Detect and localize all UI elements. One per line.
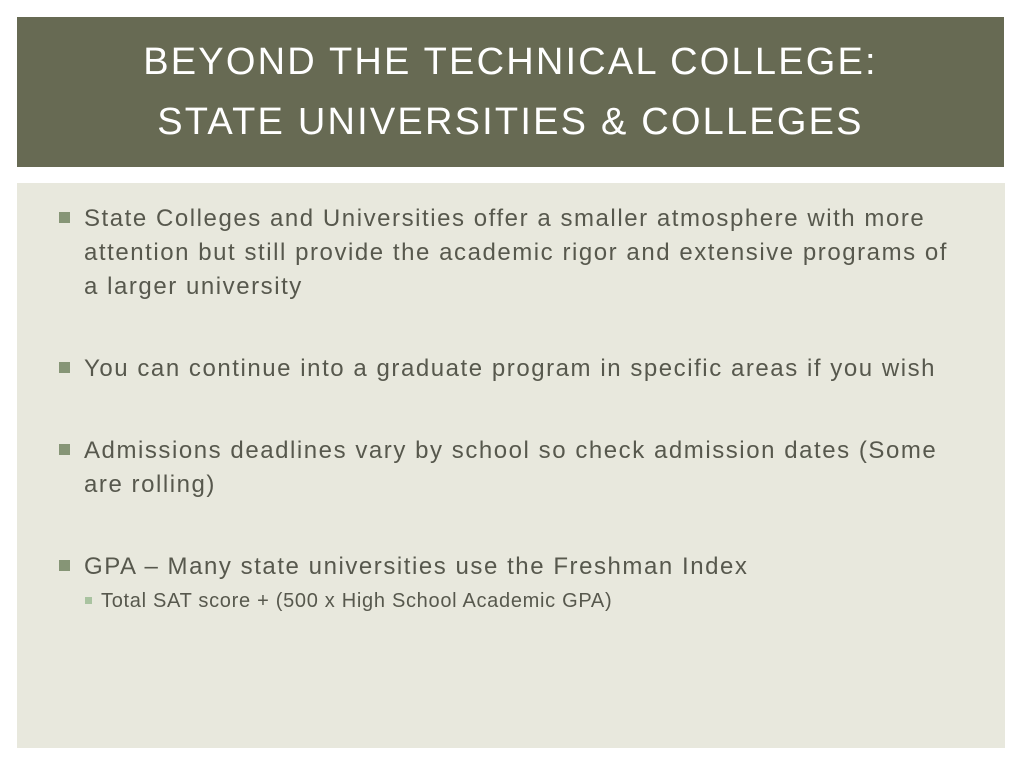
- bullet-item: [57, 550, 957, 616]
- square-bullet-icon: [59, 362, 70, 373]
- content-area: [17, 183, 1005, 748]
- square-bullet-icon: [59, 212, 70, 223]
- sub-bullet-text: Total SAT score + (500 x High School Academic GPA): [101, 590, 613, 612]
- sub-bullet-list: [84, 586, 957, 616]
- bullet-text: You can continue into a graduate program in specific areas if you wish: [84, 355, 937, 382]
- bullet-list: [57, 202, 957, 616]
- slide-title-line-2: STATE UNIVERSITIES & COLLEGES: [157, 101, 864, 143]
- square-bullet-icon: [59, 444, 70, 455]
- bullet-text: GPA – Many state universities use the Freshman Index: [84, 553, 749, 580]
- bullet-item: [57, 352, 957, 386]
- bullet-item: [57, 202, 957, 304]
- title-bar: [17, 17, 1004, 167]
- bullet-text: State Colleges and Universities offer a smaller atmosphere with more attention but still provide the academic rigor and extensive programs of a larger university: [84, 205, 949, 300]
- small-square-bullet-icon: [85, 597, 92, 604]
- bullet-item: [57, 434, 957, 502]
- square-bullet-icon: [59, 560, 70, 571]
- sub-bullet-item: [84, 586, 957, 616]
- bullet-text: Admissions deadlines vary by school so check admission dates (Some are rolling): [84, 437, 938, 498]
- slide-title-line-1: BEYOND THE TECHNICAL COLLEGE:: [143, 41, 878, 83]
